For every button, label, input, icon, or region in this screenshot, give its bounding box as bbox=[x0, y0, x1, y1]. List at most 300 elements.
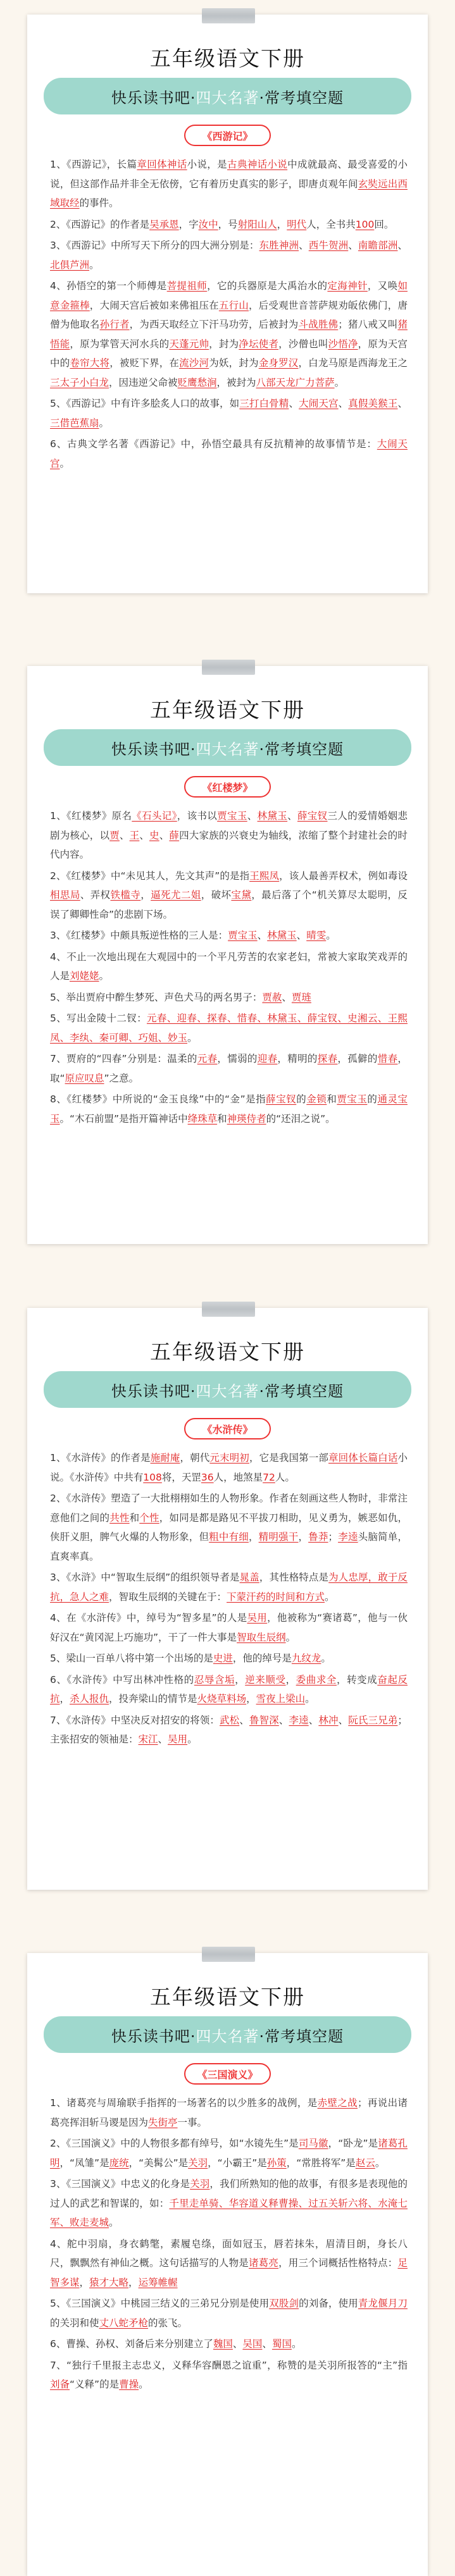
answer-text: 真假美猴王 bbox=[348, 398, 398, 409]
question-item bbox=[50, 2294, 408, 2333]
question-text: 2、《西游记》的作者是 bbox=[50, 218, 150, 230]
question-text: 的“还泪之说”。 bbox=[266, 1112, 335, 1125]
question-text: ， bbox=[248, 1531, 259, 1543]
answer-text: 薛宝钗 bbox=[297, 810, 328, 822]
question-item bbox=[50, 394, 408, 433]
answer-text: 王熙凤 bbox=[249, 870, 280, 882]
answer-text: 汝中 bbox=[198, 218, 218, 230]
question-text: 、 bbox=[296, 930, 307, 941]
answer-text: 晁盖 bbox=[239, 1572, 259, 1583]
question-text: 6、曹操、孙权、刘备后来分别建立了 bbox=[50, 2338, 213, 2350]
question-text: ”之意。 bbox=[104, 1072, 139, 1084]
question-item bbox=[50, 434, 408, 473]
answer-text: 阮氏三兄弟 bbox=[348, 1714, 398, 1726]
question-text: ，该书以 bbox=[177, 810, 218, 822]
question-list bbox=[50, 155, 408, 475]
question-text: 。 bbox=[291, 2338, 302, 2350]
answer-text: 鲁智深 bbox=[249, 1714, 279, 1726]
answer-text: 大闹天宫 bbox=[299, 398, 339, 409]
page-sanguoyanyi bbox=[27, 1953, 428, 2576]
question-text: 为妖，封为 bbox=[209, 357, 259, 369]
question-text: ，沙僧也叫 bbox=[278, 338, 328, 350]
question-text: ，朝代 bbox=[180, 1452, 210, 1464]
answer-text: 赵云 bbox=[355, 2157, 375, 2169]
answer-text: 智取生辰纲 bbox=[237, 1631, 286, 1643]
answer-text: 100 bbox=[355, 218, 375, 230]
answer-text: 猪悟能 bbox=[50, 319, 408, 350]
question-text: 将，天罡 bbox=[161, 1471, 201, 1483]
question-text: 、 bbox=[278, 1714, 289, 1726]
question-text: ，懦弱的 bbox=[217, 1053, 258, 1064]
question-text: ，字 bbox=[178, 218, 199, 230]
answer-text: 蜀国 bbox=[271, 2338, 292, 2350]
answer-text: 108 bbox=[143, 1471, 162, 1483]
answer-text: 委曲求全 bbox=[296, 1673, 337, 1685]
answer-text: 贬鹰愁涧 bbox=[177, 376, 217, 388]
answer-text: 斗战胜佛 bbox=[298, 319, 339, 330]
question-item bbox=[50, 1649, 408, 1668]
answer-text: 北俱芦洲 bbox=[50, 259, 90, 271]
answer-text: 孙行者 bbox=[99, 319, 130, 330]
answer-text: 刘备 bbox=[50, 2379, 70, 2390]
answer-text: 贾宝玉 bbox=[217, 810, 247, 822]
question-text: 。 bbox=[321, 1653, 331, 1664]
answer-text: 施耐庵 bbox=[150, 1452, 180, 1464]
answer-text: 失街亭 bbox=[148, 2116, 178, 2128]
question-text: 、 bbox=[159, 829, 170, 841]
question-text: ， bbox=[298, 1531, 309, 1543]
answer-text: 司马徽 bbox=[298, 2138, 328, 2149]
banner-post: ·常考填空题 bbox=[259, 2027, 344, 2045]
question-text: 4、舵中羽扇，身衣鹤氅，素履皂绦，面如冠玉，唇若抹朱，眉清目朗，身长八尺，飘飘然有神仙之概。这句话描写的人物是 bbox=[50, 2238, 408, 2269]
answer-text: 晴雯 bbox=[306, 930, 327, 941]
tape-decoration bbox=[202, 1302, 255, 1317]
question-text: ，被贬下界，在 bbox=[109, 357, 180, 369]
answer-text: 章回体神话 bbox=[137, 159, 187, 170]
question-text: ，大闹天宫后被如来佛祖压在 bbox=[89, 299, 219, 311]
question-text: 5、《西游记》中有许多脍炙人口的故事，如 bbox=[50, 398, 240, 409]
question-text: 8、《红楼梦》中所说的“金玉良缘”中的“金”是指 bbox=[50, 1094, 266, 1105]
banner-highlight: 四大名著 bbox=[196, 740, 259, 758]
answer-text: 史进 bbox=[213, 1653, 233, 1664]
question-text: 三人的爱情婚姻悲剧为核心，以 bbox=[50, 810, 408, 841]
question-text: 。 bbox=[99, 417, 109, 429]
question-text: 、 bbox=[348, 240, 358, 251]
question-text: 和 bbox=[327, 1094, 337, 1105]
question-text: ，其性格特点是 bbox=[259, 1572, 329, 1583]
page-title: 五年级语文下册 bbox=[150, 1340, 305, 1364]
question-text: 、 bbox=[232, 2338, 243, 2350]
answer-text: 李逵 bbox=[289, 1714, 309, 1726]
question-text: 。 bbox=[325, 1591, 335, 1603]
question-text: 4、不止一次地出现在大观园中的一个平凡劳苦的农家老妇，常被大家取笑戏弄的人是 bbox=[50, 951, 408, 982]
answer-text: 东胜神洲 bbox=[259, 240, 299, 251]
question-item bbox=[50, 215, 408, 235]
question-text: 一事。 bbox=[177, 2116, 208, 2128]
answer-text: 精明强干 bbox=[258, 1531, 299, 1543]
question-item bbox=[50, 276, 408, 392]
answer-text: 魏国 bbox=[213, 2338, 233, 2350]
question-text: 、弄权 bbox=[80, 889, 111, 901]
answer-text: 下蒙汗药的时间和方式 bbox=[227, 1591, 325, 1603]
question-text: 。 bbox=[89, 259, 99, 271]
answer-text: 五行山 bbox=[218, 299, 249, 311]
question-text: 7、《水浒传》中坚决反对招安的将领： bbox=[50, 1714, 220, 1726]
answer-text: 古典神话小说 bbox=[227, 159, 288, 170]
answer-text: 明代 bbox=[287, 218, 307, 230]
question-item bbox=[50, 1711, 408, 1749]
question-item bbox=[50, 2093, 408, 2132]
question-text: 四大家族的兴衰史为轴线，浓缩了整个封建社会的时代内容。 bbox=[50, 829, 408, 860]
answer-text: 个性 bbox=[139, 1512, 159, 1524]
question-item bbox=[50, 1009, 408, 1047]
answer-text: 林黛玉 bbox=[267, 930, 297, 941]
answer-text: 逼死尤二姐 bbox=[151, 889, 201, 901]
question-text: 、 bbox=[397, 240, 408, 251]
banner-pre: 快乐读书吧· bbox=[111, 89, 196, 107]
page-hongloumeng bbox=[27, 666, 428, 1244]
answer-text: 流沙河 bbox=[179, 357, 209, 369]
question-text: ，它的兵器原是大禹治水的 bbox=[207, 280, 328, 292]
page-shuihuzhuan bbox=[27, 1308, 428, 1890]
answer-text: 为人忠厚，敢于反抗，急人之难 bbox=[50, 1572, 408, 1603]
question-text: 、 bbox=[239, 1714, 249, 1726]
question-text: 。 bbox=[285, 1631, 296, 1643]
answer-text: 李逵 bbox=[338, 1531, 358, 1543]
answer-text: 吴国 bbox=[242, 2338, 263, 2350]
answer-text: 关羽 bbox=[190, 2178, 210, 2190]
question-text: 2、《红楼梦》中“未见其人，先文其声”的是指 bbox=[50, 870, 250, 882]
answer-text: 刘姥姥 bbox=[70, 970, 99, 982]
answer-text: 丈八蛇矛枪 bbox=[99, 2317, 149, 2329]
question-text: ，原为天宫中的 bbox=[50, 338, 408, 369]
question-text: 3、《三国演义》中忠义的化身是 bbox=[50, 2178, 190, 2190]
question-text: ， bbox=[235, 1673, 246, 1685]
answer-text: 诸葛亮 bbox=[248, 2257, 279, 2269]
question-text: 2、《水浒传》塑造了一大批栩栩如生的人物形象。作者在刻画这些人物时，非常注意他们之间的 bbox=[50, 1493, 408, 1524]
question-text: 6、《水浒传》中写出林冲性格的 bbox=[50, 1673, 194, 1685]
question-text: 。 bbox=[59, 457, 70, 469]
question-text: ，它是我国第一部 bbox=[249, 1452, 329, 1464]
answer-text: 八部天龙广力菩萨 bbox=[256, 376, 335, 388]
tape-decoration bbox=[202, 660, 255, 675]
answer-text: 金锁 bbox=[306, 1094, 327, 1105]
banner bbox=[44, 1371, 411, 1408]
section-tag: 《三国演义》 bbox=[184, 2063, 271, 2085]
question-text: 。 bbox=[99, 970, 109, 982]
question-text: 1、《水浒传》的作者是 bbox=[50, 1452, 151, 1464]
question-text: 1、《西游记》，长篇 bbox=[50, 159, 137, 170]
answer-text: 忍辱含垢 bbox=[194, 1673, 235, 1685]
banner bbox=[44, 2016, 411, 2053]
question-text: 7、贾府的“四春”分别是：温柔的 bbox=[50, 1053, 197, 1064]
answer-text: 36 bbox=[201, 1471, 214, 1483]
question-item bbox=[50, 1608, 408, 1647]
question-text: ，号 bbox=[218, 218, 238, 230]
question-item bbox=[50, 1448, 408, 1487]
answer-text: 沙悟净 bbox=[328, 338, 358, 350]
question-text: 、 bbox=[338, 1714, 349, 1726]
question-text: 、 bbox=[119, 829, 130, 841]
question-text: 人，地煞星 bbox=[213, 1471, 263, 1483]
answer-text: 吴承恩 bbox=[149, 218, 179, 230]
question-item bbox=[50, 1568, 408, 1606]
question-item bbox=[50, 1090, 408, 1128]
answer-text: 千里走单骑、华容道义释曹操、过五关斩六将、水淹七军、败走麦城 bbox=[50, 2197, 408, 2228]
answer-text: 西牛贺洲 bbox=[308, 240, 349, 251]
answer-text: 诸葛孔明 bbox=[50, 2138, 408, 2169]
question-text: 人。 bbox=[275, 1471, 295, 1483]
question-text: ， bbox=[59, 1693, 70, 1704]
answer-text: 定海神针 bbox=[327, 280, 368, 292]
answer-text: 南瞻部洲 bbox=[358, 240, 398, 251]
question-text: ，智取生辰纲的关键在于： bbox=[109, 1591, 227, 1603]
answer-text: 元末明初 bbox=[209, 1452, 249, 1464]
question-text: “义释”的是 bbox=[70, 2379, 120, 2390]
banner-pre: 快乐读书吧· bbox=[111, 740, 196, 758]
question-text: 2、《三国演义》中的人物很多都有绰号，如“水镜先生”是 bbox=[50, 2138, 299, 2149]
banner-highlight: 四大名著 bbox=[196, 89, 259, 107]
answer-text: 林冲 bbox=[318, 1714, 339, 1726]
answer-text: 元春、迎春、探春、惜春、林黛玉、薛宝钗、史湘云、王熙凤、李纨、秦可卿、巧姐、妙玉 bbox=[50, 1013, 408, 1044]
question-text: 5、梁山一百单八将中第一个出场的是 bbox=[50, 1653, 213, 1664]
answer-text: 惜春 bbox=[377, 1053, 398, 1064]
question-text: 、 bbox=[139, 829, 149, 841]
question-text: ，他的绰号是 bbox=[232, 1653, 292, 1664]
answer-text: 雪夜上梁山 bbox=[256, 1693, 306, 1704]
answer-text: 吴用 bbox=[168, 1734, 188, 1745]
answer-text: 史 bbox=[149, 829, 159, 841]
answer-text: 贾宝玉 bbox=[228, 930, 258, 941]
question-item bbox=[50, 2134, 408, 2172]
answer-text: 玄奘远出西域取经 bbox=[50, 178, 408, 209]
answer-text: 火烧草料场 bbox=[197, 1693, 247, 1704]
answer-text: 神瑛侍者 bbox=[227, 1112, 266, 1125]
answer-text: 三借芭蕉扇 bbox=[50, 417, 99, 429]
answer-text: 天蓬元帅 bbox=[169, 338, 209, 350]
question-list bbox=[50, 2093, 408, 2396]
question-text: 3、《西游记》中所写天下所分的四大洲分别是： bbox=[50, 240, 259, 251]
question-text: ，又唤 bbox=[367, 280, 398, 292]
question-text: ；主张招安的领袖是： bbox=[50, 1714, 408, 1745]
answer-text: 如意金箍棒 bbox=[50, 280, 408, 311]
question-text: 的 bbox=[296, 1094, 307, 1105]
question-text: 5、《三国演义》中桃园三结义的三弟兄分别是使用 bbox=[50, 2298, 270, 2309]
answer-text: 章回体长篇白话 bbox=[328, 1452, 398, 1464]
question-text: 、 bbox=[257, 930, 268, 941]
answer-text: 72 bbox=[263, 1471, 275, 1483]
question-text: ， bbox=[277, 218, 287, 230]
question-text: ，最后落了个“机关算尽太聪明，反误了卿卿性命”的悲剧下场。 bbox=[50, 889, 408, 920]
question-text: 。 bbox=[375, 2157, 385, 2169]
answer-text: 双股剑 bbox=[269, 2298, 299, 2309]
answer-text: 贾琏 bbox=[291, 991, 311, 1003]
question-text: ，精明的 bbox=[277, 1053, 318, 1064]
answer-text: 净坛使者 bbox=[239, 338, 279, 350]
answer-text: 共性 bbox=[109, 1512, 130, 1524]
question-text: ；猪八戒又叫 bbox=[338, 319, 398, 330]
question-text: 。“木石前盟”是指开篇神话中 bbox=[59, 1112, 188, 1125]
question-text: ，白龙马原是西海龙王之 bbox=[298, 357, 408, 369]
answer-text: 青龙偃月刀 bbox=[358, 2298, 408, 2309]
question-text: ，如同是都是路见不平拔刀相助，见义勇为，嫉恶如仇，侠肝义胆，脾气火爆的人物形象，但 bbox=[50, 1512, 408, 1543]
tape-decoration bbox=[202, 1947, 255, 1962]
answer-text: 元春 bbox=[197, 1053, 218, 1064]
answer-text: 九纹龙 bbox=[291, 1653, 321, 1664]
question-text: ， bbox=[79, 2276, 90, 2288]
question-text: ，用三个词概括性格特点： bbox=[278, 2257, 398, 2269]
answer-text: 孙策 bbox=[266, 2157, 287, 2169]
answer-text: 吴用 bbox=[247, 1612, 268, 1624]
banner bbox=[44, 78, 411, 114]
banner-pre: 快乐读书吧· bbox=[111, 1382, 196, 1400]
answer-text: 菩提祖师 bbox=[166, 280, 208, 292]
question-text: 的事件。 bbox=[79, 197, 119, 209]
answer-text: 曹操 bbox=[119, 2379, 139, 2390]
question-item bbox=[50, 947, 408, 986]
answer-text: 薛 bbox=[169, 829, 180, 841]
question-list bbox=[50, 1448, 408, 1751]
question-text: ；再说出诸葛亮挥泪斩马谡是因为 bbox=[50, 2097, 408, 2128]
question-text: ， bbox=[128, 2276, 139, 2288]
question-text: 小说。《水浒传》中共有 bbox=[50, 1452, 408, 1483]
answer-text: 相思局 bbox=[50, 889, 80, 901]
answer-text: 猿才大略 bbox=[89, 2276, 129, 2288]
question-text: ， bbox=[246, 1693, 256, 1704]
question-text: 人，全书共 bbox=[306, 218, 356, 230]
answer-text: 宝黛 bbox=[231, 889, 252, 901]
question-text: 回。 bbox=[374, 218, 394, 230]
question-text: 1、《红楼梦》原名 bbox=[50, 810, 132, 822]
question-text: 、 bbox=[282, 991, 292, 1003]
answer-text: 三太子小白龙 bbox=[50, 376, 109, 388]
section-tag: 《红楼梦》 bbox=[184, 776, 271, 798]
question-text: 和 bbox=[129, 1512, 140, 1524]
question-text: ， bbox=[140, 889, 151, 901]
page-title: 五年级语文下册 bbox=[150, 1985, 305, 2009]
question-text: ，“常胜将军”是 bbox=[286, 2157, 356, 2169]
answer-text: 贾赦 bbox=[262, 991, 282, 1003]
question-item bbox=[50, 236, 408, 274]
answer-text: 关羽 bbox=[188, 2157, 208, 2169]
answer-text: 绛珠草 bbox=[187, 1112, 218, 1125]
answer-text: 粗中有细 bbox=[209, 1531, 249, 1543]
section-tag: 《水浒传》 bbox=[184, 1418, 271, 1439]
question-item bbox=[50, 1489, 408, 1566]
answer-text: 林黛玉 bbox=[257, 810, 288, 822]
answer-text: 金身罗汉 bbox=[258, 357, 299, 369]
question-item bbox=[50, 155, 408, 213]
question-text: 。 bbox=[187, 1734, 197, 1745]
banner-pre: 快乐读书吧· bbox=[111, 2027, 196, 2045]
answer-text: 运筹帷幄 bbox=[138, 2276, 178, 2288]
answer-text: 薛宝钗 bbox=[266, 1094, 297, 1105]
banner-highlight: 四大名著 bbox=[196, 2027, 259, 2045]
answer-text: 逆来顺受 bbox=[245, 1673, 286, 1685]
answer-text: 贾宝玉 bbox=[337, 1094, 368, 1105]
question-text: ， bbox=[285, 1673, 296, 1685]
question-text: 、 bbox=[299, 240, 309, 251]
question-item bbox=[50, 2234, 408, 2293]
question-text: ，破坏 bbox=[201, 889, 232, 901]
question-text: ，取“ bbox=[50, 1053, 408, 1084]
answer-text: 庞统 bbox=[109, 2157, 129, 2169]
question-text: 中成就最高、最受喜爱的小说，但这部作品并非全无依傍，它有着历史真实的影子，即唐贞观年间 bbox=[50, 159, 408, 190]
question-item bbox=[50, 866, 408, 925]
question-item bbox=[50, 2174, 408, 2233]
banner-post: ·常考填空题 bbox=[259, 1382, 344, 1400]
question-text: 、 bbox=[289, 398, 299, 409]
answer-text: 奋起反抗 bbox=[50, 1673, 408, 1704]
question-item bbox=[50, 2334, 408, 2354]
question-text: 、 bbox=[158, 1734, 168, 1745]
answer-text: 杀人报仇 bbox=[70, 1693, 109, 1704]
section-tag: 《西游记》 bbox=[184, 125, 271, 146]
question-item bbox=[50, 988, 408, 1008]
question-text: 的刘备，使用 bbox=[299, 2298, 358, 2309]
question-text: ，投奔梁山的情节是 bbox=[109, 1693, 197, 1704]
question-text: ，转变成 bbox=[336, 1673, 378, 1685]
answer-text: 铁槛寺 bbox=[110, 889, 141, 901]
answer-text: 射阳山人 bbox=[237, 218, 277, 230]
question-text: 5、举出贾府中醉生梦死、声色犬马的两名男子： bbox=[50, 991, 263, 1003]
question-text: 3、《水浒》中“智取生辰纲”的组织领导者是 bbox=[50, 1572, 240, 1583]
question-text: 5、写出金陵十二钗： bbox=[50, 1013, 147, 1024]
question-text: ，为西天取经立下汗马功劳，后被封为 bbox=[129, 319, 299, 330]
answer-text: 大闹天宫 bbox=[50, 438, 408, 469]
page-title: 五年级语文下册 bbox=[150, 46, 305, 71]
question-text: ，原为掌管天河水兵的 bbox=[70, 338, 170, 350]
question-text: ，“美髯公”是 bbox=[128, 2157, 189, 2169]
question-item bbox=[50, 1049, 408, 1088]
question-text: 3、《红楼梦》中颇具叛逆性格的三人是： bbox=[50, 930, 228, 941]
question-text: 。 bbox=[305, 1693, 315, 1704]
question-text: 、 bbox=[262, 2338, 272, 2350]
banner-post: ·常考填空题 bbox=[259, 740, 344, 758]
answer-text: 宋江 bbox=[138, 1734, 158, 1745]
question-item bbox=[50, 2356, 408, 2394]
question-text: 。 bbox=[187, 1032, 197, 1044]
page-xiyouji bbox=[27, 15, 428, 593]
question-item bbox=[50, 1670, 408, 1709]
tape-decoration bbox=[202, 8, 255, 23]
banner bbox=[44, 729, 411, 766]
question-text: ，因违逆父命被 bbox=[109, 376, 178, 388]
question-text: 。 bbox=[326, 930, 336, 941]
answer-text: 《石头记》 bbox=[132, 810, 177, 822]
question-text: 、 bbox=[247, 810, 258, 822]
question-text: ，我们所熟知的他的故事，有很多是表现他的过人的武艺和智谋的，如： bbox=[50, 2178, 408, 2209]
question-text: 头脑简单，直爽率真。 bbox=[50, 1531, 408, 1562]
answer-text: 足智多谋 bbox=[50, 2257, 408, 2288]
question-text: 、 bbox=[338, 398, 349, 409]
question-text: 、 bbox=[308, 1714, 319, 1726]
question-text: ，“小霸王”是 bbox=[208, 2157, 267, 2169]
question-text: 、 bbox=[397, 398, 408, 409]
question-text: ，封为 bbox=[209, 338, 239, 350]
answer-text: 卷帘大将 bbox=[70, 357, 110, 369]
question-item bbox=[50, 926, 408, 946]
question-text: 。 bbox=[139, 2379, 149, 2390]
question-text: 。 bbox=[109, 2217, 119, 2228]
question-text: ，该人最善弄权术，例如毒设 bbox=[279, 870, 408, 882]
answer-text: 通灵宝玉 bbox=[50, 1094, 408, 1125]
question-text: 7、“独行千里报主志忠义，义释华容酬恩之谊重”，称赞的是关羽所报答的“主”指 bbox=[50, 2359, 408, 2371]
answer-text: 三打白骨精 bbox=[239, 398, 289, 409]
question-text: ，他被称为“赛诸葛”，他与一伙好汉在“黄冈泥上巧施功”，干了一件大事是 bbox=[50, 1612, 408, 1643]
question-list bbox=[50, 806, 408, 1130]
answer-text: 赤壁之战 bbox=[317, 2097, 358, 2109]
